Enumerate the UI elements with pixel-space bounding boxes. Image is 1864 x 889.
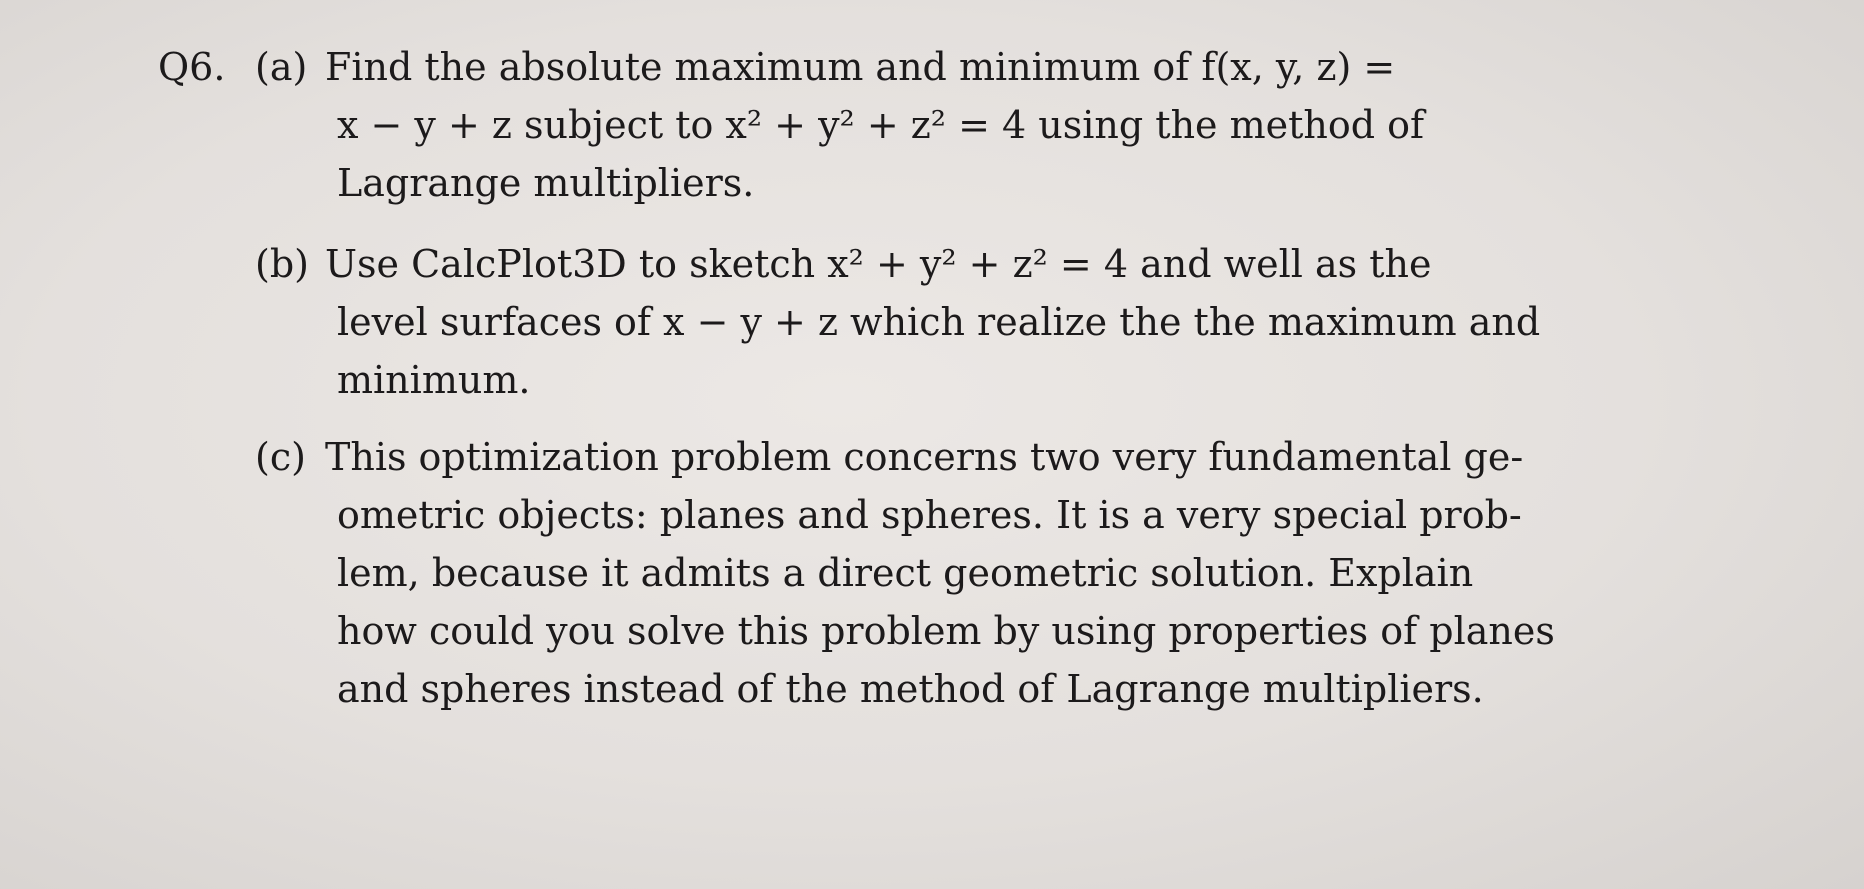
part-a-line-3: Lagrange multipliers.	[337, 161, 755, 205]
part-c-label: (c)	[255, 435, 306, 479]
part-c-line-4: how could you solve this problem by using properties of planes	[337, 609, 1555, 653]
part-c-line-3: lem, because it admits a direct geometric solution. Explain	[337, 551, 1474, 595]
part-c-line-2: ometric objects: planes and spheres. It is a very special prob-	[337, 493, 1522, 537]
part-a-label: (a)	[255, 45, 308, 89]
part-a-line-1: Find the absolute maximum and minimum of f(x, y, z) =	[325, 45, 1396, 89]
part-b-label: (b)	[255, 242, 309, 286]
part-b-line-3: minimum.	[337, 358, 531, 402]
part-c-line-1: This optimization problem concerns two very fundamental ge-	[325, 435, 1524, 479]
part-b-line-1: Use CalcPlot3D to sketch x² + y² + z² = 4 and well as the	[325, 242, 1432, 286]
part-b-line-2: level surfaces of x − y + z which realize the the maximum and	[337, 300, 1541, 344]
part-c-line-5: and spheres instead of the method of Lagrange multipliers.	[337, 667, 1484, 711]
question-number: Q6.	[158, 45, 226, 89]
part-a-line-2: x − y + z subject to x² + y² + z² = 4 using the method of	[337, 103, 1425, 147]
